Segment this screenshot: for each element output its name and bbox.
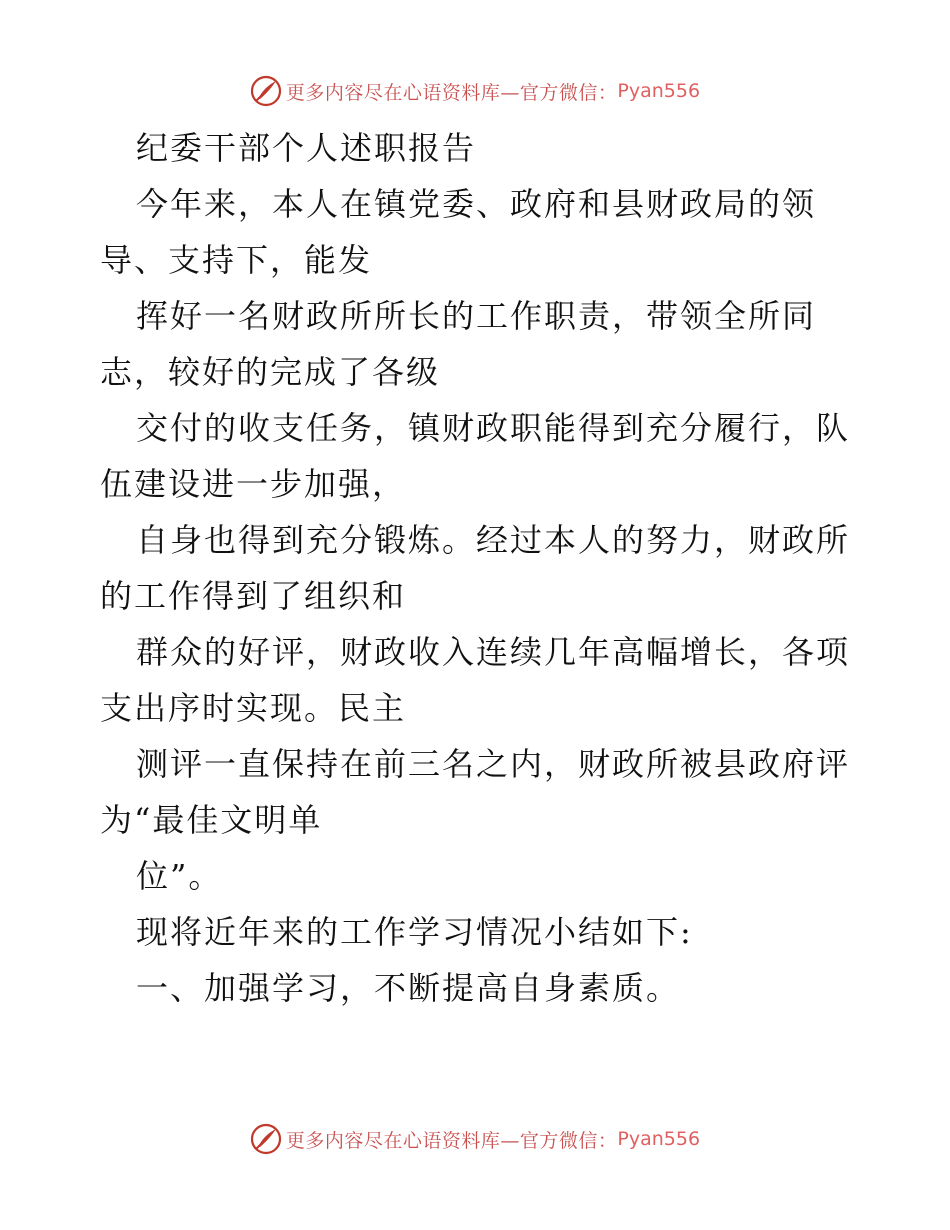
paragraph-line: 挥好一名财政所所长的工作职责，带领全所同	[136, 297, 817, 335]
paragraph-line: 今年来，本人在镇党委、政府和县财政局的领	[136, 185, 817, 223]
paragraph-line: 交付的收支任务，镇财政职能得到充分履行，队	[136, 409, 851, 447]
paragraph-line: 测评一直保持在前三名之内，财政所被县政府评	[136, 745, 851, 783]
paragraph-line: 导、支持下，能发	[100, 241, 373, 279]
banner-text: 更多内容尽在心语资料库—官方微信：	[285, 1129, 618, 1152]
paragraph-line: 自身也得到充分锻炼。经过本人的努力，财政所	[136, 521, 851, 559]
footer-banner	[0, 1119, 950, 1159]
header-banner	[0, 71, 950, 111]
paragraph-line: 为“最佳文明单	[100, 801, 323, 839]
feather-pen-logo-icon	[250, 75, 282, 107]
paragraph-line: 志，较好的完成了各级	[100, 353, 441, 391]
paragraph-line: 位”。	[136, 857, 223, 895]
feather-pen-logo-icon	[250, 1123, 282, 1155]
banner-wechat-id: Pyan556	[617, 80, 701, 102]
summary-intro: 现将近年来的工作学习情况小结如下:	[136, 913, 693, 951]
paragraph-line: 的工作得到了组织和	[100, 577, 407, 615]
paragraph-line: 支出序时实现。民主	[100, 689, 407, 727]
document-title: 纪委干部个人述职报告	[136, 129, 477, 167]
paragraph-line: 群众的好评，财政收入连续几年高幅增长，各项	[136, 633, 851, 671]
document-body	[100, 120, 860, 1016]
banner-text: 更多内容尽在心语资料库—官方微信：	[285, 81, 618, 104]
paragraph-line: 伍建设进一步加强，	[100, 465, 407, 503]
banner-wechat-id: Pyan556	[617, 1128, 701, 1150]
section-heading: 一、加强学习，不断提高自身素质。	[136, 969, 681, 1007]
